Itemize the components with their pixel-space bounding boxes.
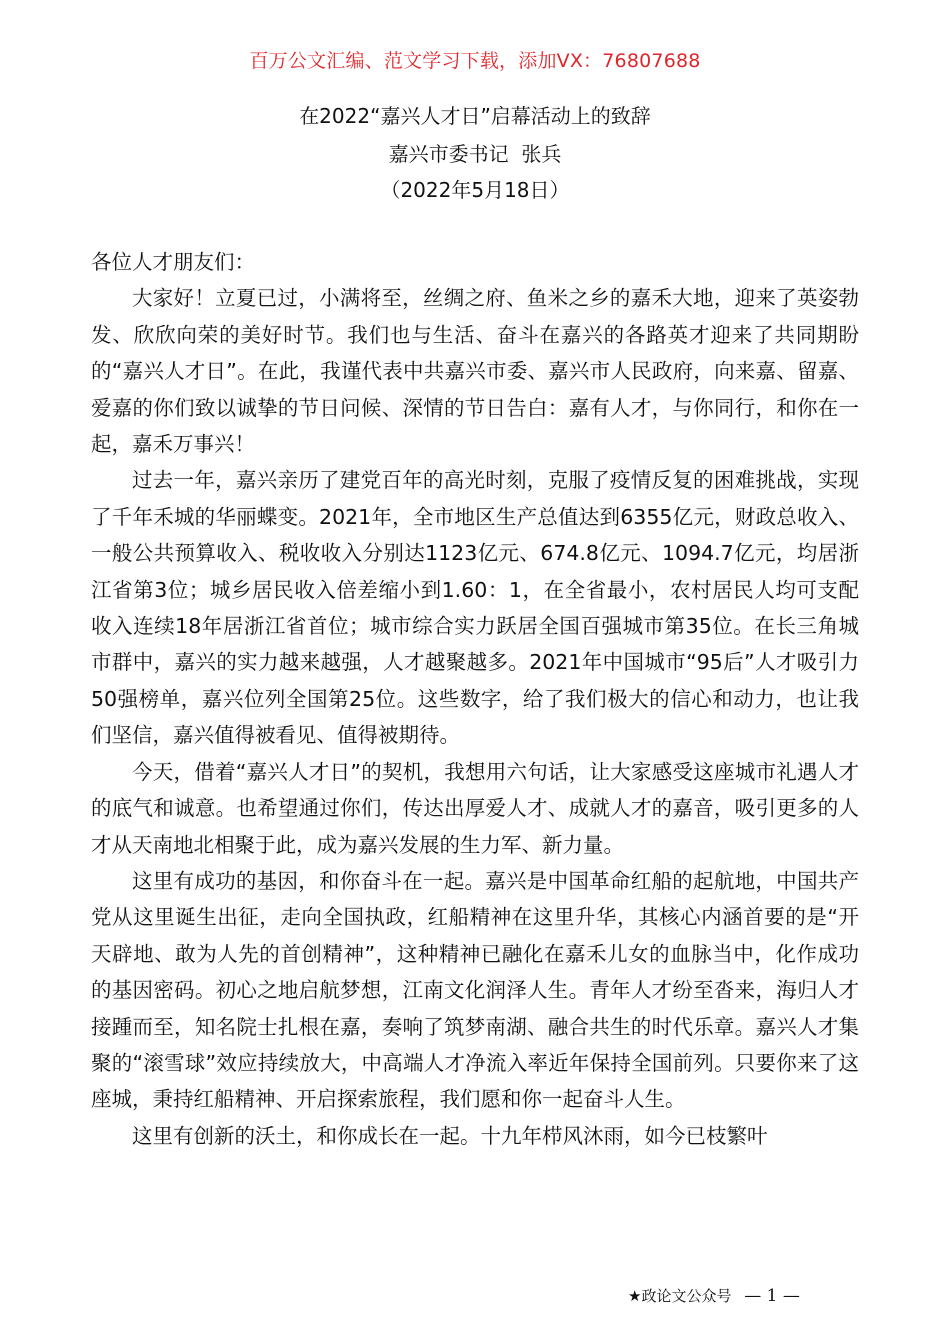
paragraph-2: 过去一年，嘉兴亲历了建党百年的高光时刻，克服了疫情反复的困难挑战，实现了千年禾城的华丽蝶变。2021年，全市地区生产总值达到6355亿元，财政总收入、一般公共预算收入、税收收入分别达1123亿元、674.8亿元、1094.7亿元，均居浙江省第3位；城乡居民收入倍差缩小到1.60：1，在全省最小，农村居民人均可支配收入连续18年居浙江省首位；城市综合实力跃居全国百强城市第35位。在长三角城市群中，嘉兴的实力越来越强，人才越聚越多。2021年中国城市“95后”人才吸引力50强榜单，嘉兴位列全国第25位。这些数字，给了我们极大的信心和动力，也让我们坚信，嘉兴值得被看见、值得被期待。 [91,468,859,748]
paragraph-4: 这里有成功的基因，和你奋斗在一起。嘉兴是中国革命红船的起航地，中国共产党从这里诞生出征，走向全国执政，红船精神在这里升华，其核心内涵首要的是“开天辟地、敢为人先的首创精神”，这种精神已融化在嘉禾儿女的血脉当中，化作成功的基因密码。初心之地启航梦想，江南文化润泽人生。青年人才纷至沓来，海归人才接踵而至，知名院士扎根在嘉，奏响了筑梦南湖、融合共生的时代乐章。嘉兴人才集聚的“滚雪球”效应持续放大，中高端人才净流入率近年保持全国前列。只要你来了这座城，秉持红船精神、开启探索旅程，我们愿和你一起奋斗人生。 [91,868,859,1112]
document-title: 在2022“嘉兴人才日”启幕活动上的致辞 [299,104,651,128]
document-author: 嘉兴市委书记 张兵 [388,142,562,166]
watermark-banner: 百万公文汇编、范文学习下载，添加VX：76807688 [249,50,701,72]
salutation: 各位人才朋友们： [91,250,255,274]
paragraph-3: 今天，借着“嘉兴人才日”的契机，我想用六句话，让大家感受这座城市礼遇人才的底气和诚意。也希望通过你们，传达出厚爱人才、成就人才的嘉音，吸引更多的人才从天南地北相聚于此，成为嘉兴发展的生力军、新力量。 [91,759,859,857]
paragraph-1: 大家好！立夏已过，小满将至，丝绸之府、鱼米之乡的嘉禾大地，迎来了英姿勃发、欣欣向荣的美好时节。我们也与生活、奋斗在嘉兴的各路英才迎来了共同期盼的“嘉兴人才日”。在此，我谨代表中共嘉兴市委、嘉兴市人民政府，向来嘉、留嘉、爱嘉的你们致以诚挚的节日问候、深情的节日告白：嘉有人才，与你同行，和你在一起，嘉禾万事兴！ [91,286,859,457]
document-date: （2022年5月18日） [380,178,570,202]
page-footer [628,1285,800,1306]
footer-source: ★政论文公众号 [628,1287,732,1305]
page-number: — 1 — [744,1286,800,1306]
paragraph-5: 这里有创新的沃土，和你成长在一起。十九年栉风沐雨，如今已枝繁叶 [132,1123,768,1148]
document-body [91,244,859,1154]
